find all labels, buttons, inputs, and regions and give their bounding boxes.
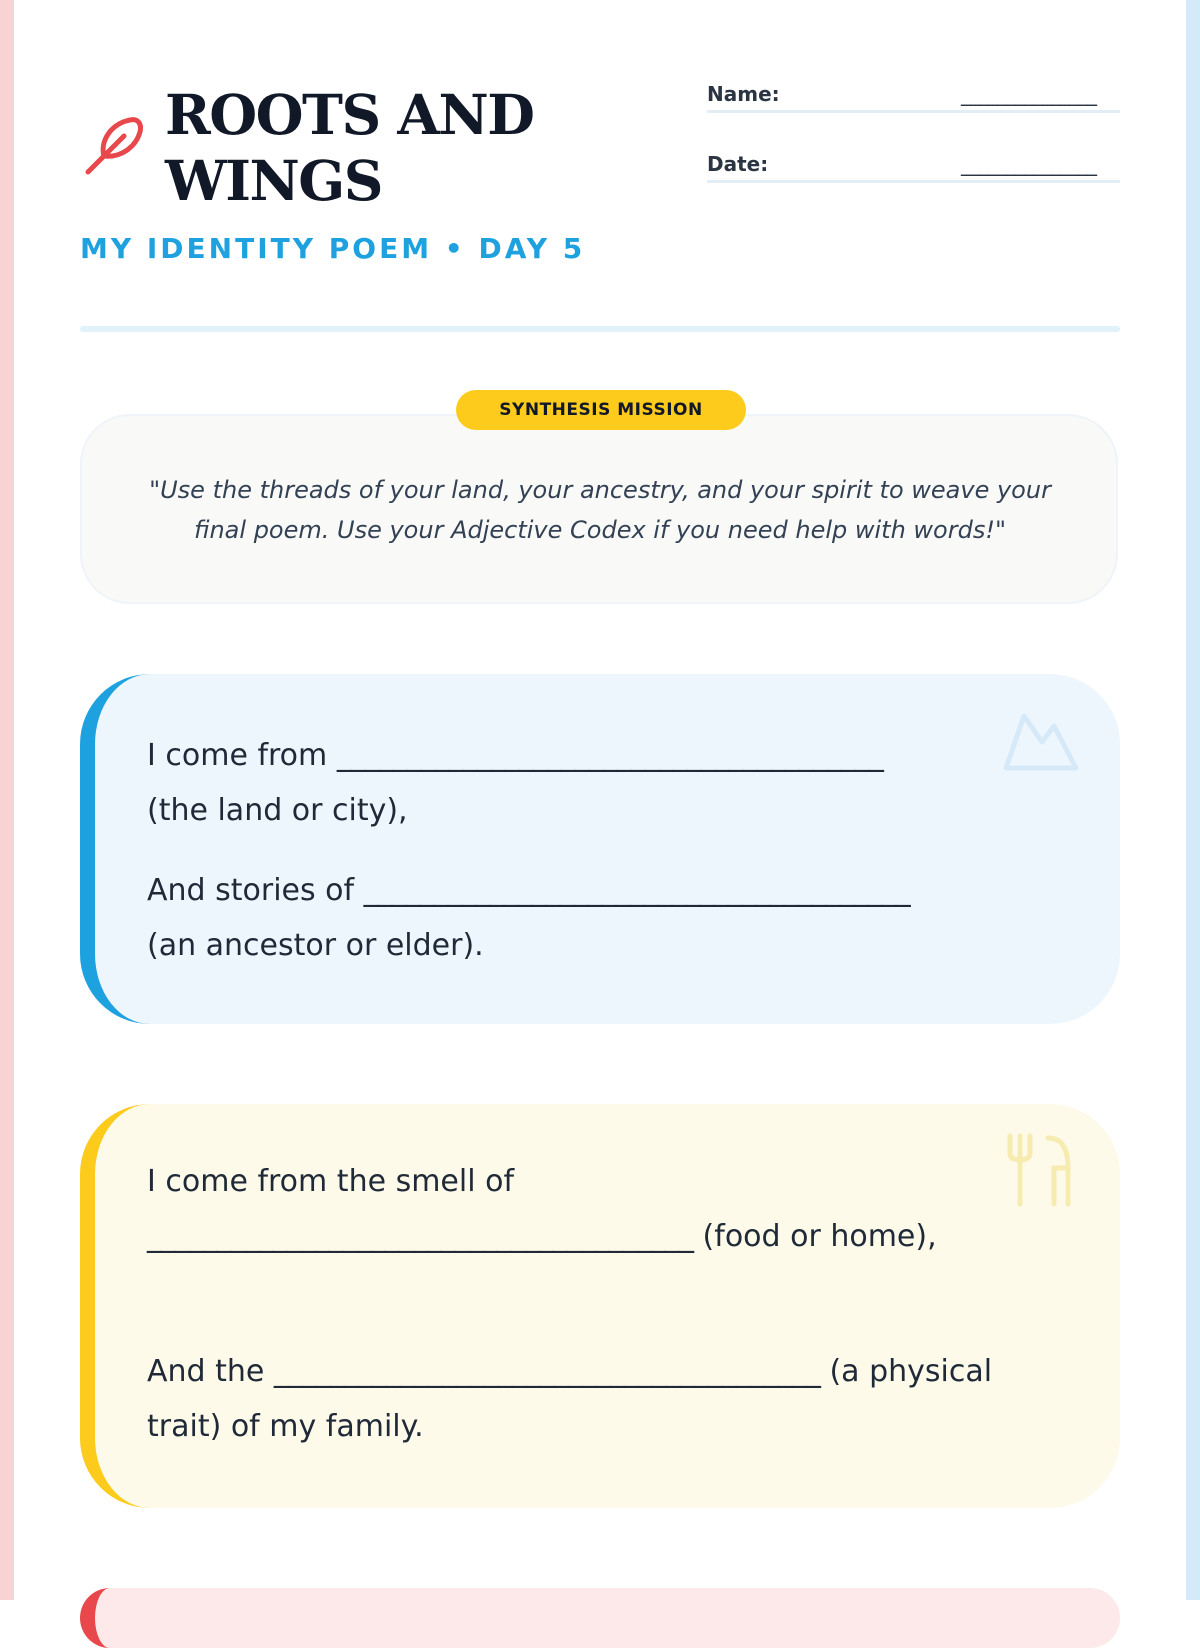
name-label: Name: xyxy=(707,82,780,106)
page-title xyxy=(165,82,533,214)
stanza-1-line-2-prefix: And stories of xyxy=(147,873,355,908)
mission-quote: "Use the threads of your land, your ancestry, and your spirit to weave your final poem. Use your Adjective Codex if you need help with words!" xyxy=(149,476,1051,544)
mountain-icon xyxy=(1002,706,1080,774)
utensils-icon xyxy=(1004,1132,1076,1208)
stanza-card-spirit xyxy=(80,1588,1120,1648)
stanza-2-line-1-prefix: I come from the smell of xyxy=(147,1164,515,1199)
page-subtitle: MY IDENTITY POEM • DAY 5 xyxy=(80,232,586,265)
right-edge-stripe xyxy=(1186,0,1200,1600)
mission-badge: SYNTHESIS MISSION xyxy=(456,390,746,430)
date-field[interactable] xyxy=(707,152,1120,183)
title-line-1: ROOTS AND xyxy=(165,82,534,147)
stanza-1-line-1-suffix: (the land or city), xyxy=(147,793,408,828)
stanza-1-line-1-prefix: I come from xyxy=(147,738,328,773)
name-field[interactable] xyxy=(707,82,1120,113)
stanza-1-line-1 xyxy=(147,728,1047,838)
stanza-2-line-1 xyxy=(147,1154,1047,1264)
stanza-1-line-2 xyxy=(147,863,1047,973)
name-blank-line[interactable]: _______________ xyxy=(961,82,1096,106)
stanza-2-line-2-prefix: And the xyxy=(147,1354,265,1389)
stanza-2-line-2 xyxy=(147,1344,1047,1454)
stanza-2-line-2-suffix: (a physical trait) of my family. xyxy=(147,1354,993,1444)
stanza-2-line-1-suffix: (food or home), xyxy=(702,1219,937,1254)
feather-icon xyxy=(80,112,144,180)
stanza-1-line-2-blank[interactable]: _______________________________________ xyxy=(363,873,910,908)
stanza-2-line-2-blank[interactable]: _______________________________________ xyxy=(273,1354,820,1389)
stanza-1-line-1-blank[interactable]: _______________________________________ xyxy=(336,738,883,773)
stanza-card-land xyxy=(80,674,1120,1024)
date-blank-line[interactable]: _______________ xyxy=(961,152,1096,176)
date-label: Date: xyxy=(707,152,769,176)
title-line-2: WINGS xyxy=(165,148,382,213)
stanza-2-line-1-blank[interactable]: _______________________________________ xyxy=(147,1219,693,1254)
stanza-card-home xyxy=(80,1104,1120,1508)
left-edge-stripe xyxy=(0,0,14,1600)
stanza-1-line-2-suffix: (an ancestor or elder). xyxy=(147,928,484,963)
header-divider xyxy=(80,326,1120,332)
